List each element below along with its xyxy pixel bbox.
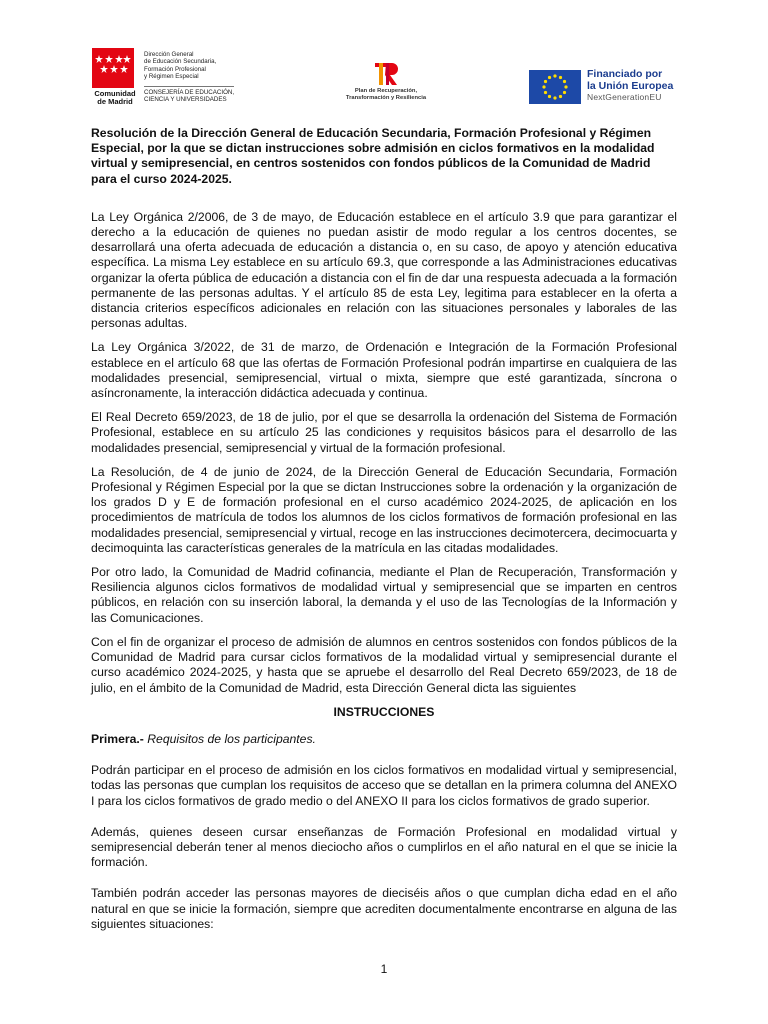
first-instruction	[91, 732, 677, 747]
comunidad-de-madrid-logo	[92, 48, 252, 106]
union-europea-logo	[529, 68, 689, 104]
comunidad-flag-icon	[92, 48, 134, 88]
body-paragraph-2: Además, quienes deseen cursar enseñanzas de Formación Profesional en modalidad virtual y semipresencial deberán tener al menos dieciocho años o cumplirlos en el año natural en el que se inicie la formación.	[91, 824, 677, 870]
eu-stars-icon	[529, 70, 581, 104]
page-number: 1	[380, 962, 388, 976]
comunidad-name: Comunidad de Madrid	[94, 89, 136, 106]
body-paragraph-1: Podrán participar en el proceso de admisión en los ciclos formativos en modalidad virtual y semipresencial, todas las personas que cumplan los requisitos de acceso que se detallan en la primera columna del ANEXO I para los ciclos formativos de grado medio o del ANEXO II para los ciclos formativos de grado superior.	[91, 763, 677, 808]
first-instruction-description: Requisitos de los participantes.	[147, 731, 316, 746]
paragraph-4: La Resolución, de 4 de junio de 2024, de la Dirección General de Educación Secundaria, Formación Profesional y Régimen Especial por la que se dictan Instrucciones sobre la ordenación y la organización de los grados D y E de formación profesional en el curso académico 2024-2025, de aplicación en los procedimientos de matrícula de todos los alumnos de los ciclos formativos de formación profesional en las modalidades presencial, semipresencial y virtual, recoge en las instrucciones decimotercera, decimocuarta y decimoquinta las características generales de la matrícula en las citadas modalidades.	[91, 464, 677, 555]
document-title: Resolución de la Dirección General de Educación Secundaria, Formación Profesional y Régimen Especial, por la que se dictan instrucciones sobre admisión en ciclos formativos en la modalidad virtual y semipresencial, en centros sostenidos con fondos públicos de la Comunidad de Madrid para el curso 2024-2025.	[91, 126, 655, 186]
direccion-general-label: Dirección General de Educación Secundaria, Formación Profesional y Régimen Especial	[144, 51, 217, 81]
eu-funding-text: Financiado por la Unión Europea NextGenerationEU	[587, 68, 674, 102]
plan-recuperacion-text: Plan de Recuperación, Transformación y Resiliencia	[345, 88, 427, 102]
paragraph-2: La Ley Orgánica 3/2022, de 31 de marzo, de Ordenación e Integración de la Formación Profesional establece en el artículo 68 que las ofertas de Formación Profesional podrán impartirse en cualquiera de las modalidades presencial, semipresencial, virtual o mixta, siempre que esté garantizada, síncrona o asíncronamente, la interacción didáctica adecuada y continua.	[91, 340, 677, 401]
prtr-tr-icon	[371, 60, 401, 88]
consejeria-label: CONSEJERÍA DE EDUCACIÓN, CIENCIA Y UNIVERSIDADES	[144, 89, 235, 104]
body-paragraph-3: También podrán acceder las personas mayores de dieciséis años o que cumplan dicha edad en el año natural en que se inicie la formación, siempre que acrediten documentalmente encontrarse en alguna de las siguientes situaciones:	[91, 886, 677, 931]
seven-stars-icon	[95, 54, 131, 84]
paragraph-1: La Ley Orgánica 2/2006, de 3 de mayo, de Educación establece en el artículo 3.9 que para garantizar el derecho a la educación de quienes no puedan asistir de modo regular a los centros docentes, se desarrollará una oferta adecuada de educación a distancia o, en su caso, de apoyo y atención educativa específica. La misma Ley establece en su artículo 69.3, que corresponde a las Administraciones educativas organizar la oferta pública de educación a distancia con el fin de dar una respuesta adecuada a la formación permanente de las personas adultas. Y el artículo 85 de esta Ley, legitima para establecer en la oferta a distancia criterios específicos adicionales en relación con las situaciones personales y laborales de las personas adultas.	[91, 209, 677, 331]
paragraph-3: El Real Decreto 659/2023, de 18 de julio, por el que se desarrolla la ordenación del Sistema de Formación Profesional, establece en su artículo 25 las condiciones y requisitos básicos para el desarrollo de las modalidades presencial, semipresencial y virtual de la formación profesional.	[91, 410, 677, 455]
section-heading: INSTRUCCIONES	[333, 704, 435, 719]
paragraph-6: Con el fin de organizar el proceso de admisión de alumnos en centros sostenidos con fondos públicos de la Comunidad de Madrid para cursar ciclos formativos de la modalidad virtual y semipresencial durante el curso académico 2024-2025, y hasta que se apruebe el desarrollo del Real Decreto 659/2023, de 18 de julio, en el ámbito de la Comunidad de Madrid, esta Dirección General dicta las siguientes	[91, 634, 677, 695]
eu-flag-icon	[529, 70, 581, 104]
plan-recuperacion-logo	[336, 58, 436, 108]
logo-divider	[144, 86, 234, 87]
document-body	[91, 126, 677, 948]
paragraph-5: Por otro lado, la Comunidad de Madrid cofinancia, mediante el Plan de Recuperación, Transformación y Resiliencia algunos ciclos formativos de modalidad virtual y semipresencial que se imparten en centros públicos, en relación con su inserción laboral, la demanda y el uso de las Tecnologías de la Información y las Comunicaciones.	[91, 565, 677, 625]
first-instruction-label: Primera.-	[91, 731, 144, 746]
